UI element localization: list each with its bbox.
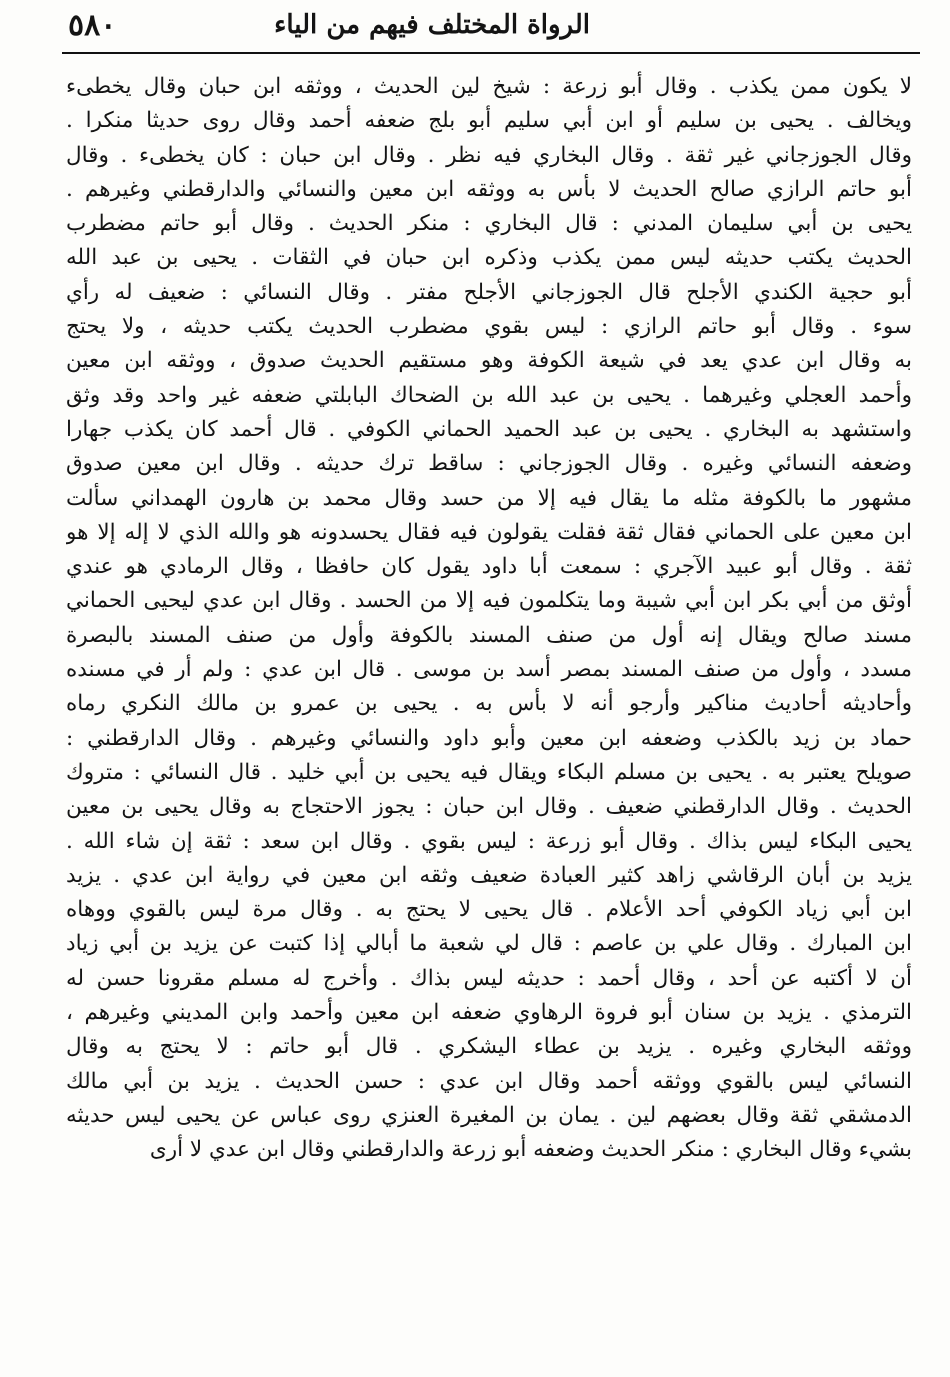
text-line: يزيد بن أبان الرقاشي زاهد كثير العبادة ضعيف وثقه ابن معين في رواية ابن عدي . يزيد bbox=[66, 862, 912, 888]
text-line: وقال الجوزجاني غير ثقة . وقال البخاري فيه نظر . وقال ابن حبان : كان يخطىء . وقال bbox=[66, 142, 912, 168]
text-line: لا يكون ممن يكذب . وقال أبو زرعة : شيخ لين الحديث ، ووثقه ابن حبان وقال يخطىء bbox=[66, 74, 912, 99]
text-line: ابن معين على الحماني فقال ثقة فقلت يقولون فيه فقال يحسدونه هو والله الذي لا إله إلا هو bbox=[66, 519, 912, 545]
text-line: صويلح يعتبر به . يحيى بن مسلم البكاء ويقال فيه يحيى بن أبي خليد . قال النسائي : متروك bbox=[66, 759, 912, 785]
text-line: مشهور ما بالكوفة مثله ما يقال فيه إلا من حسد وقال محمد بن هارون الهمداني سألت bbox=[66, 485, 912, 511]
text-line: أبو حجية الكندي الأجلح قال الجوزجاني الأجلح مفتر . وقال النسائي : ضعيف له رأي bbox=[66, 279, 912, 305]
text-line: بشيء وقال البخاري : منكر الحديث وضعفه أبو زرعة والدارقطني وقال ابن عدي لا أرى bbox=[149, 1137, 912, 1163]
text-line: وأحمد العجلي وغيرهما . يحيى بن عبد الله بن الضحاك البابلتي ضعفه غير واحد وقد وثق bbox=[66, 382, 912, 408]
page-number: ٥٨٠ bbox=[68, 8, 117, 43]
text-line: حماد بن زيد بالكذب وضعفه ابن معين وأبو داود والنسائي وغيرهم . وقال الدارقطني : bbox=[66, 725, 912, 751]
text-line: ووثقه البخاري وغيره . يزيد بن عطاء اليشكري . قال أبو حاتم : لا يحتج به وقال bbox=[66, 1034, 912, 1060]
text-line: الترمذي . يزيد بن سنان أبو فروة الرهاوي ضعفه ابن معين وأحمد وابن المديني وغيرهم ، bbox=[66, 1000, 912, 1026]
text-line: النسائي ليس بالقوي ووثقه أحمد وقال ابن عدي : حسن الحديث . يزيد بن أبي مالك bbox=[66, 1068, 912, 1094]
text-line: أوثق من أبي بكر ابن أبي شيبة وما يتكلمون فيه إلا من الحسد . وقال ابن عدي ليحيى الحماني bbox=[66, 588, 912, 614]
text-line: واستشهد به البخاري . يحيى بن عبد الحميد الحماني الكوفي . قال أحمد كان يكذب جهارا bbox=[66, 416, 912, 442]
text-line: مسند صالح ويقال إنه أول من صنف المسند بالكوفة وأول من صنف المسند بالبصرة bbox=[66, 622, 912, 648]
text-line: ويخالف . يحيى بن سليم أو ابن أبي سليم أبو بلج ضعفه أحمد وقال روى حديثا منكرا . bbox=[66, 108, 912, 134]
header-rule bbox=[62, 52, 920, 54]
page-header bbox=[60, 4, 920, 52]
text-line: يحيى بن أبي سليمان المدني : قال البخاري : منكر الحديث . وقال أبو حاتم مضطرب bbox=[66, 211, 912, 237]
text-line: مسدد ، وأول من صنف المسند بمصر أسد بن موسى . قال ابن عدي : ولم أر في مسنده bbox=[66, 657, 912, 683]
text-line: سوء . وقال أبو حاتم الرازي : ليس بقوي مضطرب الحديث يكتب حديثه ، ولا يحتج bbox=[66, 314, 912, 340]
text-line: الدمشقي ثقة وقال بعضهم لين . يمان بن المغيرة العنزي روى عباس عن يحيى ليس حديثه bbox=[66, 1102, 912, 1128]
text-line: يحيى البكاء ليس بذاك . وقال أبو زرعة : ليس بقوي . وقال ابن سعد : ثقة إن شاء الله . bbox=[66, 828, 912, 854]
text-line: وضعفه النسائي وغيره . وقال الجوزجاني : ساقط ترك حديثه . وقال ابن معين صدوق bbox=[66, 451, 912, 477]
text-line: ابن أبي زياد الكوفي أحد الأعلام . قال يحيى لا يحتج به . وقال مرة ليس بالقوي ووهاه bbox=[66, 897, 912, 923]
text-line: ابن المبارك . وقال علي بن عاصم : قال لي شعبة ما أبالي إذا كتبت عن يزيد بن أبي زياد bbox=[66, 931, 912, 957]
text-line: به وقال ابن عدي يعد في شيعة الكوفة وهو مستقيم الحديث صدوق ، ووثقه ابن معين bbox=[66, 348, 912, 374]
text-line: أبو حاتم الرازي صالح الحديث لا بأس به ووثقه ابن معين والنسائي والدارقطني وغيرهم . bbox=[66, 176, 912, 202]
body-text bbox=[66, 70, 912, 1377]
text-line: الحديث . وقال الدارقطني ضعيف . وقال ابن حبان : يجوز الاحتجاج به وقال يحيى بن معين bbox=[66, 794, 912, 820]
text-line: وأحاديثه أحاديث مناكير وأرجو أنه لا بأس به . يحيى بن عمرو بن مالك النكري رماه bbox=[66, 691, 912, 717]
text-line: أن لا أكتبه عن أحد ، وقال أحمد : حديثه ليس بذاك . وأخرج له مسلم مقرونا حسن له bbox=[66, 965, 912, 991]
running-title: الرواة المختلف فيهم من الياء bbox=[274, 10, 590, 40]
text-line: الحديث يكتب حديثه ليس ممن يكذب وذكره ابن حبان في الثقات . يحيى بن عبد الله bbox=[66, 245, 912, 271]
text-line: ثقة . وقال أبو عبيد الآجري : سمعت أبا داود يقول كان حافظا ، وقال الرمادي هو عندي bbox=[66, 554, 912, 580]
